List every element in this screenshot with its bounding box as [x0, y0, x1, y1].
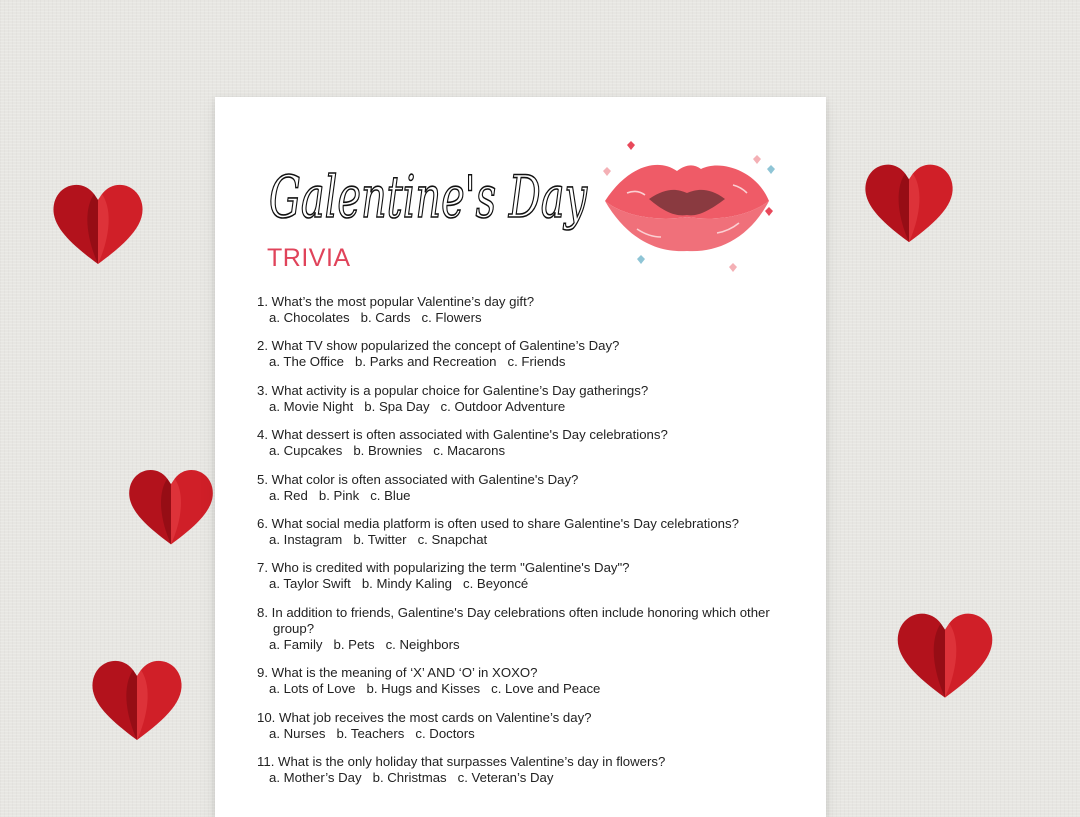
question-list — [257, 294, 797, 786]
question-text: 3. What activity is a popular choice for Galentine’s Day gatherings? — [257, 382, 649, 398]
question-text: 1. What’s the most popular Valentine’s day gift? — [257, 294, 535, 309]
heart-icon — [890, 600, 1000, 704]
answer-options — [257, 354, 797, 370]
trivia-sheet — [215, 97, 826, 817]
question-text: 6. What social media platform is often used to share Galentine's Day celebrations? — [257, 515, 739, 531]
question-text: 4. What dessert is often associated with Galentine's Day celebrations? — [257, 427, 668, 443]
question-text: 2. What TV show popularized the concept of Galentine’s Day? — [257, 338, 620, 354]
question-text: 5. What color is often associated with Galentine's Day? — [257, 471, 579, 487]
answer-options — [257, 399, 797, 415]
question-item — [257, 754, 797, 786]
answer-option: a. Chocolates — [269, 310, 350, 325]
question-text: 9. What is the meaning of ‘X’ AND ‘O’ in XOXO? — [257, 665, 538, 681]
question-text: 8. In addition to friends, Galentine's Day celebrations often include honoring which other group? — [257, 604, 770, 636]
answer-options — [257, 532, 797, 548]
subtitle: TRIVIA — [267, 244, 351, 272]
answer-option: a. Lots of Love — [269, 681, 356, 697]
heart-icon — [860, 152, 958, 248]
question-text: 7. Who is credited with popularizing the term "Galentine's Day"? — [257, 560, 630, 576]
answer-option: c. Beyoncé — [463, 576, 529, 592]
answer-options — [257, 488, 797, 504]
answer-option: a. Nurses — [269, 725, 326, 741]
question-item — [257, 294, 797, 326]
answer-option: b. Pink — [318, 487, 360, 503]
question-item — [257, 665, 797, 697]
question-item — [257, 472, 797, 504]
question-text: 10. What job receives the most cards on Valentine’s day? — [257, 709, 592, 725]
answer-option: c. Veteran’s Day — [457, 769, 554, 785]
question-item — [257, 338, 797, 370]
answer-option: a. Red — [269, 487, 308, 503]
answer-option: b. Twitter — [353, 531, 407, 547]
answer-option: c. Outdoor Adventure — [440, 398, 566, 414]
answer-options — [257, 637, 797, 653]
answer-option: c. Neighbors — [385, 636, 460, 652]
answer-option: a. Cupcakes — [269, 443, 343, 459]
heart-icon — [48, 172, 148, 270]
answer-option: c. Macarons — [433, 443, 506, 459]
answer-option: a. Family — [269, 636, 323, 652]
answer-option: a. The Office — [269, 354, 345, 370]
question-item — [257, 516, 797, 548]
question-item — [257, 427, 797, 459]
answer-option: a. Movie Night — [269, 398, 354, 414]
question-text: 11. What is the only holiday that surpasses Valentine’s day in flowers? — [257, 753, 666, 769]
answer-option: b. Spa Day — [364, 398, 430, 414]
answer-option: c. Doctors — [415, 725, 475, 741]
answer-option: b. Cards — [360, 310, 411, 325]
answer-option: b. Parks and Recreation — [355, 354, 497, 370]
answer-option: c. Snapchat — [417, 531, 488, 547]
answer-options — [257, 770, 797, 786]
answer-option: b. Teachers — [336, 725, 405, 741]
heart-icon — [120, 458, 222, 550]
page-title — [267, 139, 607, 249]
question-item — [257, 710, 797, 742]
answer-option: b. Christmas — [372, 769, 447, 785]
answer-option: b. Brownies — [353, 443, 423, 459]
answer-option: b. Mindy Kaling — [361, 576, 453, 592]
answer-options — [257, 576, 797, 592]
heart-icon — [82, 648, 192, 746]
answer-option: a. Instagram — [269, 531, 343, 547]
answer-option: b. Pets — [333, 636, 375, 652]
answer-options — [257, 443, 797, 459]
answer-options — [257, 681, 797, 697]
question-item — [257, 560, 797, 592]
title-text: Galentine's Day — [269, 163, 588, 231]
answer-option: a. Taylor Swift — [269, 576, 351, 592]
answer-option: a. Mother’s Day — [269, 769, 362, 785]
answer-option: c. Flowers — [421, 310, 482, 325]
answer-option: c. Blue — [370, 487, 411, 503]
answer-option: c. Love and Peace — [491, 681, 601, 697]
answer-option: c. Friends — [507, 354, 566, 370]
lips-icon — [597, 137, 777, 277]
question-item — [257, 605, 797, 653]
question-item — [257, 383, 797, 415]
answer-options — [257, 726, 797, 742]
answer-option: b. Hugs and Kisses — [366, 681, 481, 697]
answer-options — [257, 310, 797, 326]
